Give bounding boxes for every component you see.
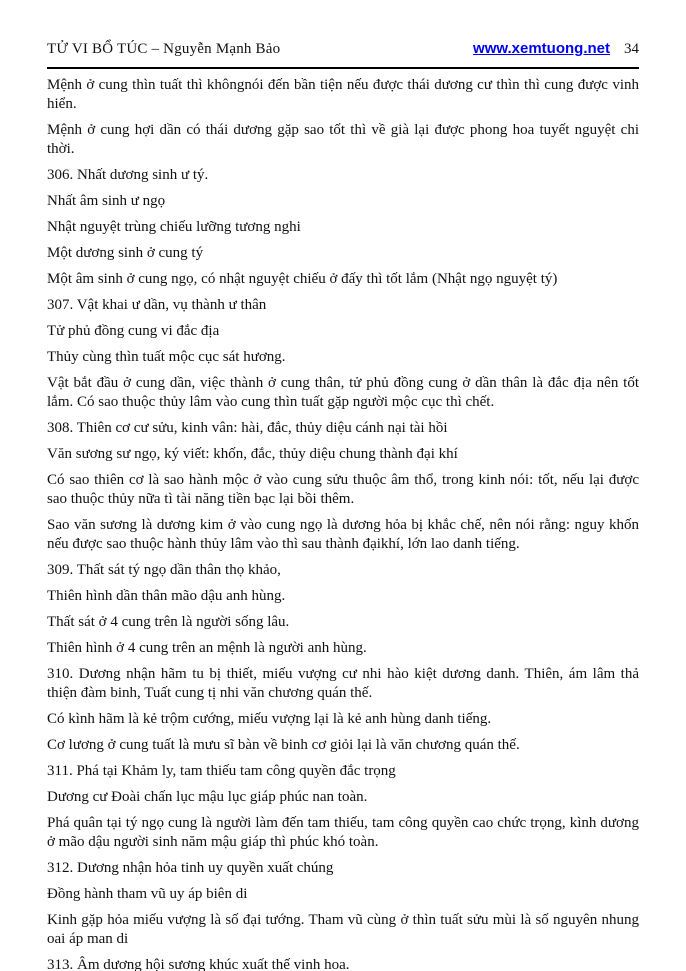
paragraph: Thiên hình ở 4 cung trên an mệnh là người anh hùng.: [47, 640, 367, 656]
document-body: [47, 76, 639, 971]
paragraph: Một dương sinh ở cung tý: [47, 245, 204, 261]
paragraph: Thất sát ở 4 cung trên là người sống lâu.: [47, 614, 290, 630]
paragraph: Kinh gặp hỏa miếu vượng là số đại tướng. Tham vũ cùng ở thìn tuất sửu mùi là số nguyên nhung oai áp man di: [47, 912, 639, 947]
paragraph: 309. Thất sát tý ngọ dần thân thọ khảo,: [47, 562, 281, 578]
paragraph: Thủy cùng thìn tuất mộc cục sát hương.: [47, 349, 286, 365]
paragraph: Thiên hình dần thân mão dậu anh hùng.: [47, 588, 286, 604]
paragraph: Cơ lương ở cung tuất là mưu sĩ bàn về binh cơ giỏi lại là văn chương quán thế.: [47, 737, 520, 753]
page-header: [47, 40, 639, 58]
header-right: [473, 40, 639, 58]
paragraph: Văn sương sư ngọ, ký viết: khốn, đắc, thủy diệu chung thành đại khí: [47, 446, 458, 462]
paragraph: Vật bắt đầu ở cung dần, việc thành ở cung thân, tử phủ đồng cung ở dần thân là đắc địa nên tốt lắm. Có sao thuộc thủy lâm vào cung thìn tuất gặp người mộc cục thì chết.: [47, 375, 639, 410]
paragraph: Nhất âm sinh ư ngọ: [47, 193, 166, 209]
paragraph: Sao văn sương là dương kim ở vào cung ngọ là dương hỏa bị khắc chế, nên nói rằng: nguy khốn nếu được sao thuộc hành thủy lâm vào thì sau thành đạikhí, lớn lao danh tiếng.: [47, 517, 639, 552]
page-number: 34: [624, 41, 639, 57]
paragraph: 306. Nhất dương sinh ư tý.: [47, 167, 209, 183]
site-link[interactable]: www.xemtuong.net: [473, 40, 610, 57]
paragraph: Có sao thiên cơ là sao hành mộc ở vào cung sửu thuộc âm thổ, trong kinh nói: tốt, nếu lại được sao thuộc thủy nữa tì tài năng tiền bạc lại bồi thêm.: [47, 472, 639, 507]
header-rule: [47, 67, 639, 69]
paragraph: 311. Phá tại Khảm ly, tam thiếu tam công quyền đắc trọng: [47, 763, 396, 779]
paragraph: 312. Dương nhận hỏa tinh uy quyền xuất chúng: [47, 860, 334, 876]
paragraph: Một âm sinh ở cung ngọ, có nhật nguyệt chiếu ở đấy thì tốt lắm (Nhật ngọ nguyệt tý): [47, 271, 558, 287]
paragraph: 313. Âm dương hội sương khúc xuất thế vinh hoa.: [47, 957, 350, 971]
paragraph: Nhật nguyệt trùng chiếu lưỡng tương nghi: [47, 219, 301, 235]
book-title: TỬ VI BỔ TÚC – Nguyễn Mạnh Bảo: [47, 41, 281, 57]
paragraph: Dương cư Đoài chấn lục mậu lục giáp phúc nan toàn.: [47, 789, 368, 805]
paragraph: 307. Vật khai ư dần, vụ thành ư thân: [47, 297, 267, 313]
paragraph: 310. Dương nhận hãm tu bị thiết, miếu vượng cư nhi hào kiệt dương danh. Thiên, ám lâm thả thiện đàm binh, Tuất cung tị nhi văn chương quán thế.: [47, 666, 639, 701]
paragraph: Mệnh ở cung thìn tuất thì khôngnói đến bần tiện nếu được thái dương cư thìn thì cung được vinh hiển.: [47, 77, 639, 112]
paragraph: Phá quân tại tý ngọ cung là người làm đến tam thiếu, tam công quyền cao chức trọng, kình dương ở mão dậu người sinh năm mậu giáp thì phúc khó toàn.: [47, 815, 639, 850]
paragraph: Đồng hành tham vũ uy áp biên di: [47, 886, 248, 902]
paragraph: Có kình hãm là kẻ trộm cướng, miếu vượng lại là kẻ anh hùng danh tiếng.: [47, 711, 492, 727]
paragraph: 308. Thiên cơ cư sửu, kinh vân: hài, đắc, thủy diệu cánh nại tài hồi: [47, 420, 448, 436]
paragraph: Mệnh ở cung hợi dần có thái dương gặp sao tốt thì về già lại được phong hoa tuyết nguyệt chi thời.: [47, 122, 639, 157]
paragraph: Tử phủ đồng cung vi đắc địa: [47, 323, 220, 339]
